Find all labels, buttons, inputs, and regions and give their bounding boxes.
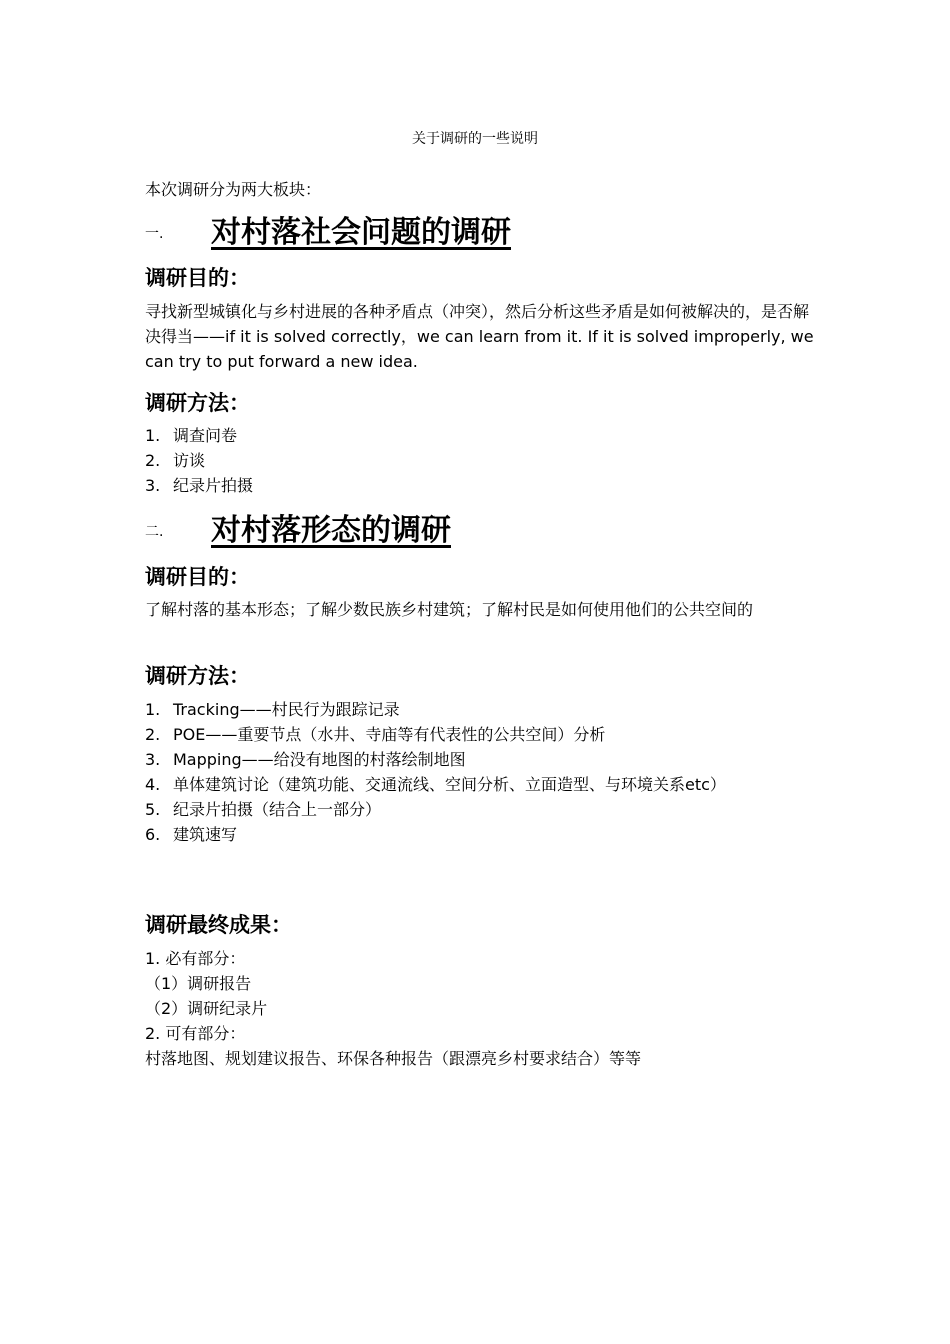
section-2-method-list [145, 697, 815, 847]
list-item-text: 访谈 [173, 451, 206, 470]
section-1-heading [145, 207, 815, 250]
list-item-number: 1. [145, 426, 161, 445]
section-2-heading [145, 505, 815, 548]
list-item-number: 2. [145, 451, 161, 470]
list-item-text: 纪录片拍摄（结合上一部分） [173, 800, 382, 819]
list-item-text: 纪录片拍摄 [173, 476, 254, 495]
list-item-text: 调查问卷 [173, 426, 238, 445]
list-item [145, 772, 815, 797]
list-item-text: 单体建筑讨论（建筑功能、交通流线、空间分析、立面造型、与环境关系etc） [173, 775, 726, 794]
section-1-title: 对村落社会问题的调研 [211, 215, 511, 250]
list-item [145, 697, 815, 722]
section-1-purpose-heading: 调研目的： [145, 266, 250, 290]
list-item-text: 建筑速写 [173, 825, 238, 844]
section-2-title: 对村落形态的调研 [211, 513, 451, 548]
results-block [145, 946, 815, 1071]
list-item [145, 473, 815, 498]
results-heading: 调研最终成果： [145, 913, 292, 937]
section-2-method-heading: 调研方法： [145, 664, 250, 688]
document-title: 关于调研的一些说明 [412, 131, 538, 147]
section-2-number: 二. [145, 524, 164, 540]
section-1-purpose-text: 寻找新型城镇化与乡村进展的各种矛盾点（冲突），然后分析这些矛盾是如何被解决的，是否解决得当——if it is solved correctly，we can learn from it. If it is solved improperly, we can try to put forward a new idea. [145, 302, 814, 371]
section-2-purpose-heading: 调研目的： [145, 565, 250, 589]
list-item [145, 747, 815, 772]
list-item-number: 3. [145, 750, 161, 769]
list-item-number: 2. [145, 725, 161, 744]
list-item-number: 1. [145, 700, 161, 719]
section-2-purpose-text: 了解村落的基本形态；了解少数民族乡村建筑；了解村民是如何使用他们的公共空间的 [145, 600, 754, 619]
list-item [145, 722, 815, 747]
list-item-number: 4. [145, 775, 161, 794]
section-1-method-list [145, 423, 815, 498]
list-item-text: Mapping——给没有地图的村落绘制地图 [173, 750, 466, 769]
intro-text: 本次调研分为两大板块： [145, 180, 322, 199]
list-item-number: 6. [145, 825, 161, 844]
section-1-method-heading: 调研方法： [145, 391, 250, 415]
results-line: 1. 必有部分： [145, 949, 246, 968]
results-line: 2. 可有部分： [145, 1024, 246, 1043]
list-item-number: 3. [145, 476, 161, 495]
list-item [145, 423, 815, 448]
list-item-text: Tracking——村民行为跟踪记录 [173, 700, 400, 719]
results-line: （1）调研报告 [145, 974, 252, 993]
list-item-number: 5. [145, 800, 161, 819]
list-item [145, 822, 815, 847]
results-line: 村落地图、规划建议报告、环保各种报告（跟漂亮乡村要求结合）等等 [145, 1049, 642, 1068]
results-line: （2）调研纪录片 [145, 999, 268, 1018]
list-item [145, 448, 815, 473]
section-1-number: 一. [145, 226, 164, 242]
list-item [145, 797, 815, 822]
list-item-text: POE——重要节点（水井、寺庙等有代表性的公共空间）分析 [173, 725, 606, 744]
